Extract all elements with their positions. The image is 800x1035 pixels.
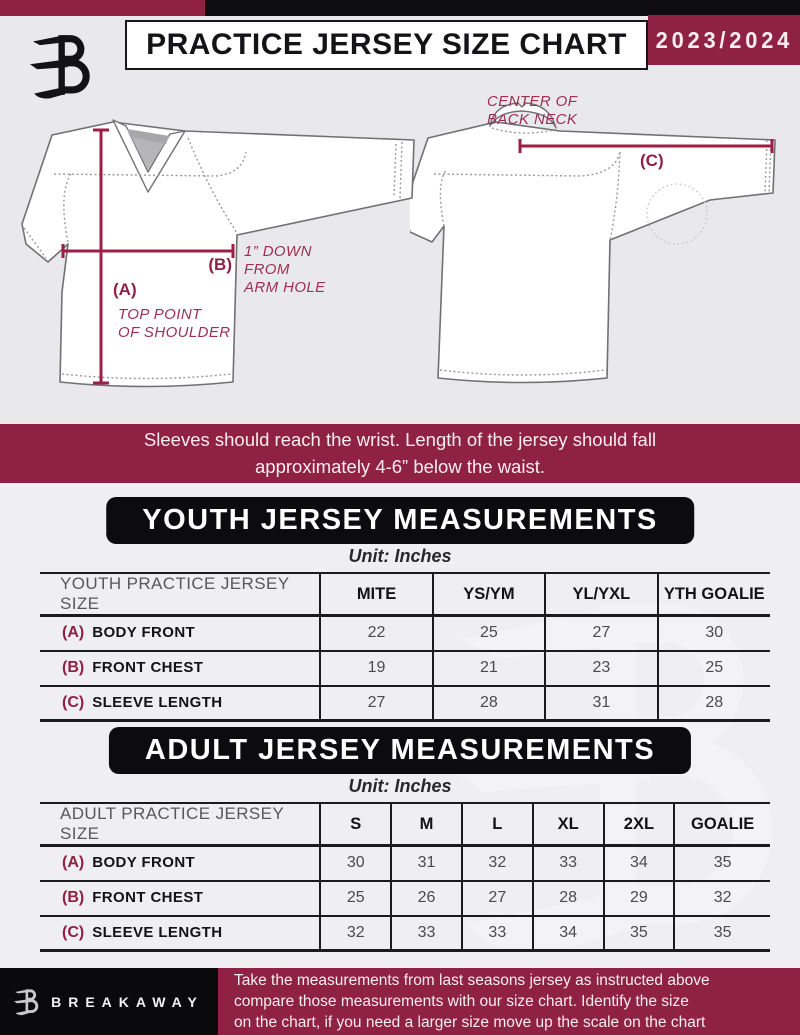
cell-value: 33 <box>462 916 533 951</box>
cell-value: 32 <box>320 916 391 951</box>
footer-instruction-line-2: compare those measurements with our size chart. Identify the size <box>234 992 689 1010</box>
adult-table-header-row <box>40 803 770 846</box>
row-key: (C) <box>62 923 85 941</box>
adult-col-size: ADULT PRACTICE JERSEY SIZE <box>40 803 320 846</box>
cell-value: 25 <box>658 651 770 686</box>
cell-value: 28 <box>658 686 770 721</box>
cell-value: 21 <box>433 651 545 686</box>
cell-value: 33 <box>391 916 462 951</box>
adult-unit-label: Unit: Inches <box>348 776 452 796</box>
fit-notice-line-1: Sleeves should reach the wrist. Length of the jersey should fall <box>143 428 657 450</box>
row-label: BODY FRONT <box>92 854 196 872</box>
label-a-note-1: TOP POINT <box>118 306 202 323</box>
cell-value: 35 <box>674 846 770 881</box>
youth-unit-label: Unit: Inches <box>348 546 452 566</box>
cell-value: 35 <box>604 916 675 951</box>
season-box <box>648 15 800 65</box>
front-jersey-illustration <box>20 112 470 422</box>
adult-col-goalie: GOALIE <box>674 803 770 846</box>
breakaway-logo-icon <box>30 25 94 105</box>
label-b-note-2: FROM <box>244 261 290 278</box>
cell-value: 27 <box>462 881 533 916</box>
cell-value: 25 <box>320 881 391 916</box>
top-accent-strip-black <box>205 0 800 16</box>
row-key: (A) <box>62 624 85 642</box>
adult-size-table <box>40 802 770 952</box>
label-b-note-1: 1” DOWN <box>244 243 312 260</box>
footer-brand-block <box>0 968 218 1035</box>
row-key: (B) <box>62 659 85 676</box>
footer <box>0 968 800 1035</box>
label-a-note-2: OF SHOULDER <box>118 324 231 341</box>
cell-value: 31 <box>391 846 462 881</box>
cell-value: 30 <box>658 616 770 651</box>
adult-col-2xl: 2XL <box>604 803 675 846</box>
youth-table-header-row <box>40 573 770 616</box>
table-row <box>40 846 770 881</box>
row-label: SLEEVE LENGTH <box>92 693 223 711</box>
youth-col-size: YOUTH PRACTICE JERSEY SIZE <box>40 573 320 616</box>
adult-col-s: S <box>320 803 391 846</box>
row-label: SLEEVE LENGTH <box>92 923 223 941</box>
row-label: FRONT CHEST <box>92 889 204 906</box>
youth-section-title: YOUTH JERSEY MEASUREMENTS <box>106 497 694 544</box>
cell-value: 30 <box>320 846 391 881</box>
adult-col-xl: XL <box>533 803 604 846</box>
adult-col-l: L <box>462 803 533 846</box>
youth-col-mite: MITE <box>320 573 432 616</box>
season-label: 2023/2024 <box>655 26 793 53</box>
footer-instruction-line-3: on the chart, if you need a larger size move up the scale on the chart <box>234 1014 706 1032</box>
table-row <box>40 916 770 951</box>
row-key: (C) <box>62 693 85 711</box>
table-row <box>40 881 770 916</box>
adult-section-title: ADULT JERSEY MEASUREMENTS <box>109 727 691 774</box>
cell-value: 28 <box>433 686 545 721</box>
label-b-key: (B) <box>208 255 232 274</box>
fit-notice-banner <box>0 424 800 483</box>
footer-instructions <box>218 968 800 1035</box>
page-title: PRACTICE JERSEY SIZE CHART <box>146 28 627 61</box>
page-title-box <box>125 20 648 70</box>
measurements-section <box>0 483 800 968</box>
footer-instruction-line-1: Take the measurements from last seasons jersey as instructed above <box>234 971 710 989</box>
label-b-note-3: ARM HOLE <box>244 279 326 296</box>
row-key: (B) <box>62 889 85 906</box>
cell-value: 33 <box>533 846 604 881</box>
cell-value: 34 <box>604 846 675 881</box>
label-c-note-2: BACK NECK <box>487 111 578 128</box>
fit-notice-line-2: approximately 4-6” below the waist. <box>255 455 545 477</box>
youth-size-table <box>40 572 770 722</box>
top-accent-strip <box>0 0 800 16</box>
table-row <box>40 686 770 721</box>
label-c-key: (C) <box>640 151 664 170</box>
cell-value: 27 <box>545 616 657 651</box>
footer-brand-name: BREAKAWAY <box>51 993 204 1010</box>
adult-col-m: M <box>391 803 462 846</box>
cell-value: 27 <box>320 686 432 721</box>
cell-value: 34 <box>533 916 604 951</box>
cell-value: 29 <box>604 881 675 916</box>
row-key: (A) <box>62 854 85 872</box>
youth-col-goalie: YTH GOALIE <box>658 573 770 616</box>
cell-value: 32 <box>462 846 533 881</box>
cell-value: 22 <box>320 616 432 651</box>
cell-value: 26 <box>391 881 462 916</box>
table-row <box>40 616 770 651</box>
label-c-note-1: CENTER OF <box>487 93 578 110</box>
cell-value: 28 <box>533 881 604 916</box>
cell-value: 35 <box>674 916 770 951</box>
cell-value: 32 <box>674 881 770 916</box>
youth-col-ysym: YS/YM <box>433 573 545 616</box>
label-a-key: (A) <box>113 280 137 299</box>
row-label: FRONT CHEST <box>92 659 204 676</box>
breakaway-logo-footer-icon <box>14 985 40 1018</box>
cell-value: 19 <box>320 651 432 686</box>
cell-value: 23 <box>545 651 657 686</box>
table-row <box>40 651 770 686</box>
row-label: BODY FRONT <box>92 624 196 642</box>
cell-value: 25 <box>433 616 545 651</box>
youth-col-ylyxl: YL/YXL <box>545 573 657 616</box>
cell-value: 31 <box>545 686 657 721</box>
